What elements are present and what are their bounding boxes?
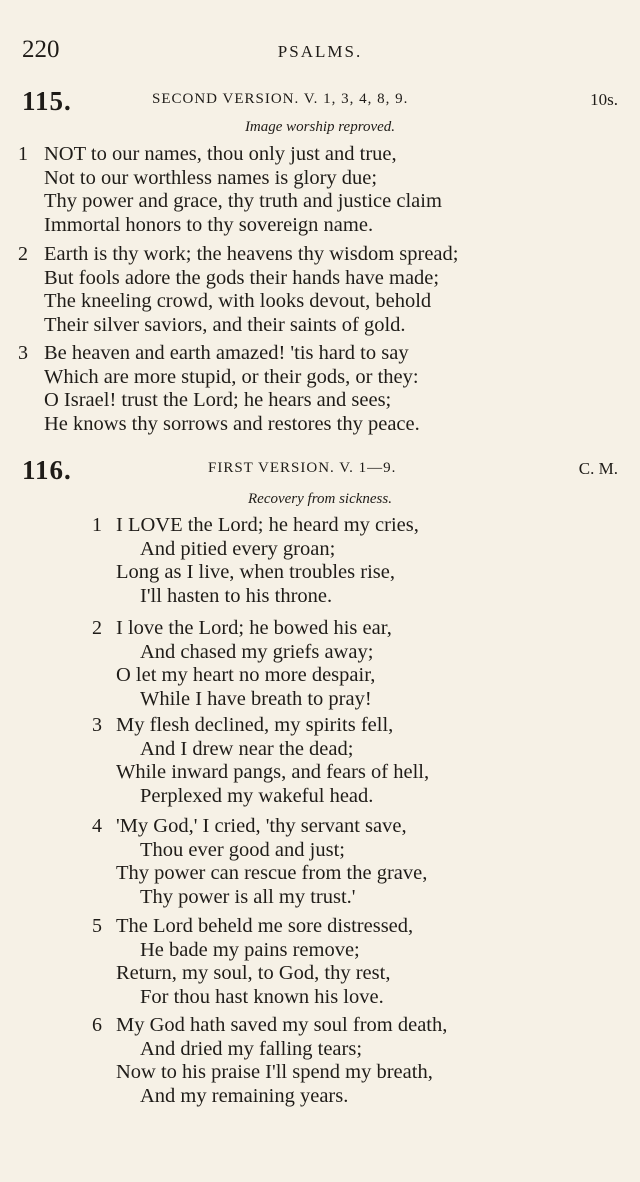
- hymn-115-header: [22, 86, 618, 116]
- verse-line: The Lord beheld me sore distressed,: [116, 915, 414, 937]
- page-number: 220: [22, 36, 60, 63]
- verse-line: And dried my falling tears;: [140, 1037, 363, 1060]
- stanza-number: 2: [18, 243, 28, 265]
- stanza-115-2: [18, 243, 458, 337]
- meter-label: C. M.: [578, 459, 618, 478]
- verse-line: O let my heart no more despair,: [116, 664, 376, 686]
- stanza-number: 5: [92, 915, 102, 937]
- meter-label: 10s.: [590, 90, 618, 109]
- stanza-116-5: [92, 915, 413, 1009]
- stanza-116-1: [92, 514, 419, 608]
- verse-line: 'My God,' I cried, 'thy servant save,: [116, 815, 407, 837]
- hymn-116-subtitle: Recovery from sickness.: [248, 491, 392, 507]
- stanza-number: 2: [92, 617, 102, 639]
- stanza-number: 6: [92, 1014, 102, 1036]
- verse-line: Thou ever good and just;: [140, 838, 345, 861]
- stanza-number: 3: [92, 714, 102, 736]
- stanza-number: 3: [18, 342, 28, 364]
- version-label: FIRST VERSION. V. 1—9.: [208, 460, 397, 476]
- verse-line: Their silver saviors, and their saints of gold.: [44, 313, 406, 336]
- version-label: SECOND VERSION. V. 1, 3, 4, 8, 9.: [152, 91, 409, 107]
- verse-line: Not to our worthless names is glory due;: [44, 166, 378, 189]
- verse-line: And chased my griefs away;: [140, 640, 374, 663]
- verse-line: Return, my soul, to God, thy rest,: [116, 962, 391, 984]
- hymn-number: 116.: [22, 455, 72, 485]
- stanza-115-1: [18, 143, 442, 237]
- verse-line: Thy power can rescue from the grave,: [116, 862, 428, 884]
- verse-line: And my remaining years.: [140, 1084, 349, 1107]
- running-head: [22, 36, 618, 70]
- verse-line: O Israel! trust the Lord; he hears and sees;: [44, 389, 392, 411]
- verse-line: But fools adore the gods their hands have made;: [44, 266, 440, 289]
- stanza-number: 1: [92, 514, 102, 536]
- verse-line: And I drew near the dead;: [140, 737, 354, 760]
- verse-line: Earth is thy work; the heavens thy wisdom spread;: [44, 243, 459, 265]
- stanza-116-4: [92, 815, 427, 909]
- verse-line: While I have breath to pray!: [140, 687, 372, 710]
- verse-line: Be heaven and earth amazed! 'tis hard to say: [44, 342, 409, 364]
- verse-line: Thy power is all my trust.': [140, 885, 356, 908]
- verse-line: Immortal honors to thy sovereign name.: [44, 213, 374, 236]
- verse-line: Perplexed my wakeful head.: [140, 784, 374, 807]
- verse-line: He knows thy sorrows and restores thy peace.: [44, 412, 420, 435]
- verse-line: My God hath saved my soul from death,: [116, 1014, 448, 1036]
- stanza-number: 1: [18, 143, 28, 165]
- stanza-116-2: [92, 617, 392, 711]
- stanza-116-3: [92, 714, 429, 808]
- verse-line: Thy power and grace, thy truth and justice claim: [44, 190, 442, 212]
- stanza-115-3: [18, 342, 420, 436]
- verse-line: I LOVE the Lord; he heard my cries,: [116, 514, 419, 536]
- verse-line: For thou hast known his love.: [140, 985, 384, 1008]
- verse-line: Now to his praise I'll spend my breath,: [116, 1061, 433, 1083]
- verse-line: The kneeling crowd, with looks devout, behold: [44, 290, 432, 312]
- verse-line: My flesh declined, my spirits fell,: [116, 714, 394, 736]
- verse-line: He bade my pains remove;: [140, 938, 360, 961]
- verse-line: Which are more stupid, or their gods, or they:: [44, 365, 419, 388]
- verse-line: I love the Lord; he bowed his ear,: [116, 617, 392, 639]
- verse-line: And pitied every groan;: [140, 537, 336, 560]
- verse-line: Long as I live, when troubles rise,: [116, 561, 395, 583]
- verse-line: While inward pangs, and fears of hell,: [116, 761, 430, 783]
- hymn-number: 115.: [22, 86, 72, 116]
- hymn-115-subtitle: Image worship reproved.: [244, 119, 396, 135]
- stanza-116-6: [92, 1014, 447, 1108]
- verse-line: I'll hasten to his throne.: [140, 584, 333, 607]
- hymn-116-header: [22, 455, 618, 485]
- stanza-number: 4: [92, 815, 102, 837]
- verse-line: NOT to our names, thou only just and true,: [44, 143, 397, 165]
- running-title: PSALMS.: [277, 42, 363, 61]
